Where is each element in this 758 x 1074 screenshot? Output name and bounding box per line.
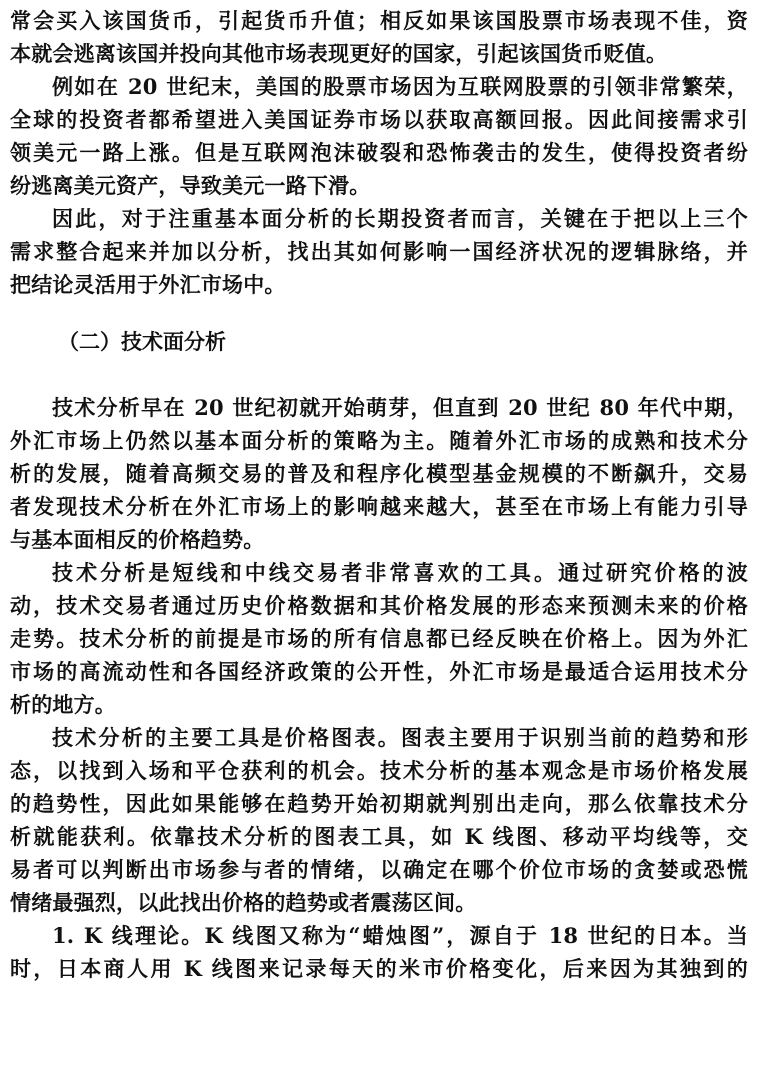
text-line: 全球的投资者都希望进入美国证券市场以获取高额回报。因此间接需求引: [10, 107, 748, 132]
text-line: 技术分析的主要工具是价格图表。图表主要用于识别当前的趋势和形: [52, 725, 748, 750]
text-line: 例如在 20 世纪末，美国的股票市场因为互联网股票的引领非常繁荣，: [52, 74, 748, 99]
text-line: 技术分析早在 20 世纪初就开始萌芽，但直到 20 世纪 80 年代中期，: [52, 395, 748, 420]
paragraph-currency-capital: [10, 4, 748, 70]
text-line: 纷逃离美元资产，导致美元一路下滑。: [10, 173, 371, 198]
text-line: 时，日本商人用 K 线图来记录每天的米市价格变化，后来因为其独到的: [10, 956, 748, 981]
text-line: 外汇市场上仍然以基本面分析的策略为主。随着外汇市场的成熟和技术分: [10, 428, 748, 453]
text-line: 市场的高流动性和各国经济政策的公开性，外汇市场是最适合运用技术分: [10, 659, 748, 684]
text-line: 领美元一路上涨。但是互联网泡沫破裂和恐怖袭击的发生，使得投资者纷: [10, 140, 748, 165]
text-line: 情绪最强烈，以此找出价格的趋势或者震荡区间。: [10, 890, 477, 915]
section-heading: （二）技术面分析: [58, 330, 226, 354]
text-line: 的趋势性，因此如果能够在趋势开始初期就判别出走向，那么依靠技术分: [10, 791, 748, 816]
text-line: 需求整合起来并加以分析，找出其如何影响一国经济状况的逻辑脉络，并: [10, 239, 748, 264]
paragraph-price-charts: [10, 721, 748, 919]
paragraph-k-line-theory: [10, 919, 748, 985]
text-line: 者发现技术分析在外汇市场上的影响越来越大，甚至在市场上有能力引导: [10, 494, 748, 519]
text-line: 动，技术交易者通过历史价格数据和其价格发展的形态来预测未来的价格: [10, 593, 748, 618]
text-line: 与基本面相反的价格趋势。: [10, 527, 265, 552]
paragraph-fundamental-conclusion: [10, 202, 748, 301]
text-line: 因此，对于注重基本面分析的长期投资者而言，关键在于把以上三个: [52, 206, 748, 231]
text-line: 态，以找到入场和平仓获利的机会。技术分析的基本观念是市场价格发展: [10, 758, 748, 783]
text-line: 本就会逃离该国并投向其他市场表现更好的国家，引起该国货币贬值。: [10, 41, 668, 66]
text-line: 常会买入该国货币，引起货币升值；相反如果该国股票市场表现不佳，资: [10, 8, 748, 33]
paragraph-technical-history: [10, 391, 748, 556]
text-line: 析就能获利。依靠技术分析的图表工具，如 K 线图、移动平均线等，交: [10, 824, 748, 849]
text-line: 把结论灵活用于外汇市场中。: [10, 272, 286, 297]
text-line: 易者可以判断出市场参与者的情绪，以确定在哪个价位市场的贪婪或恐慌: [10, 857, 748, 882]
text-line: 1. K 线理论。K 线图又称为“蜡烛图”，源自于 18 世纪的日本。当: [52, 923, 748, 948]
text-line: 技术分析是短线和中线交易者非常喜欢的工具。通过研究价格的波: [52, 560, 748, 585]
text-line: 析的发展，随着高频交易的普及和程序化模型基金规模的不断飙升，交易: [10, 461, 748, 486]
text-line: 走势。技术分析的前提是市场的所有信息都已经反映在价格上。因为外汇: [10, 626, 748, 651]
paragraph-us-stock-example: [10, 70, 748, 202]
text-line: 析的地方。: [10, 692, 116, 717]
paragraph-technical-tool: [10, 556, 748, 721]
